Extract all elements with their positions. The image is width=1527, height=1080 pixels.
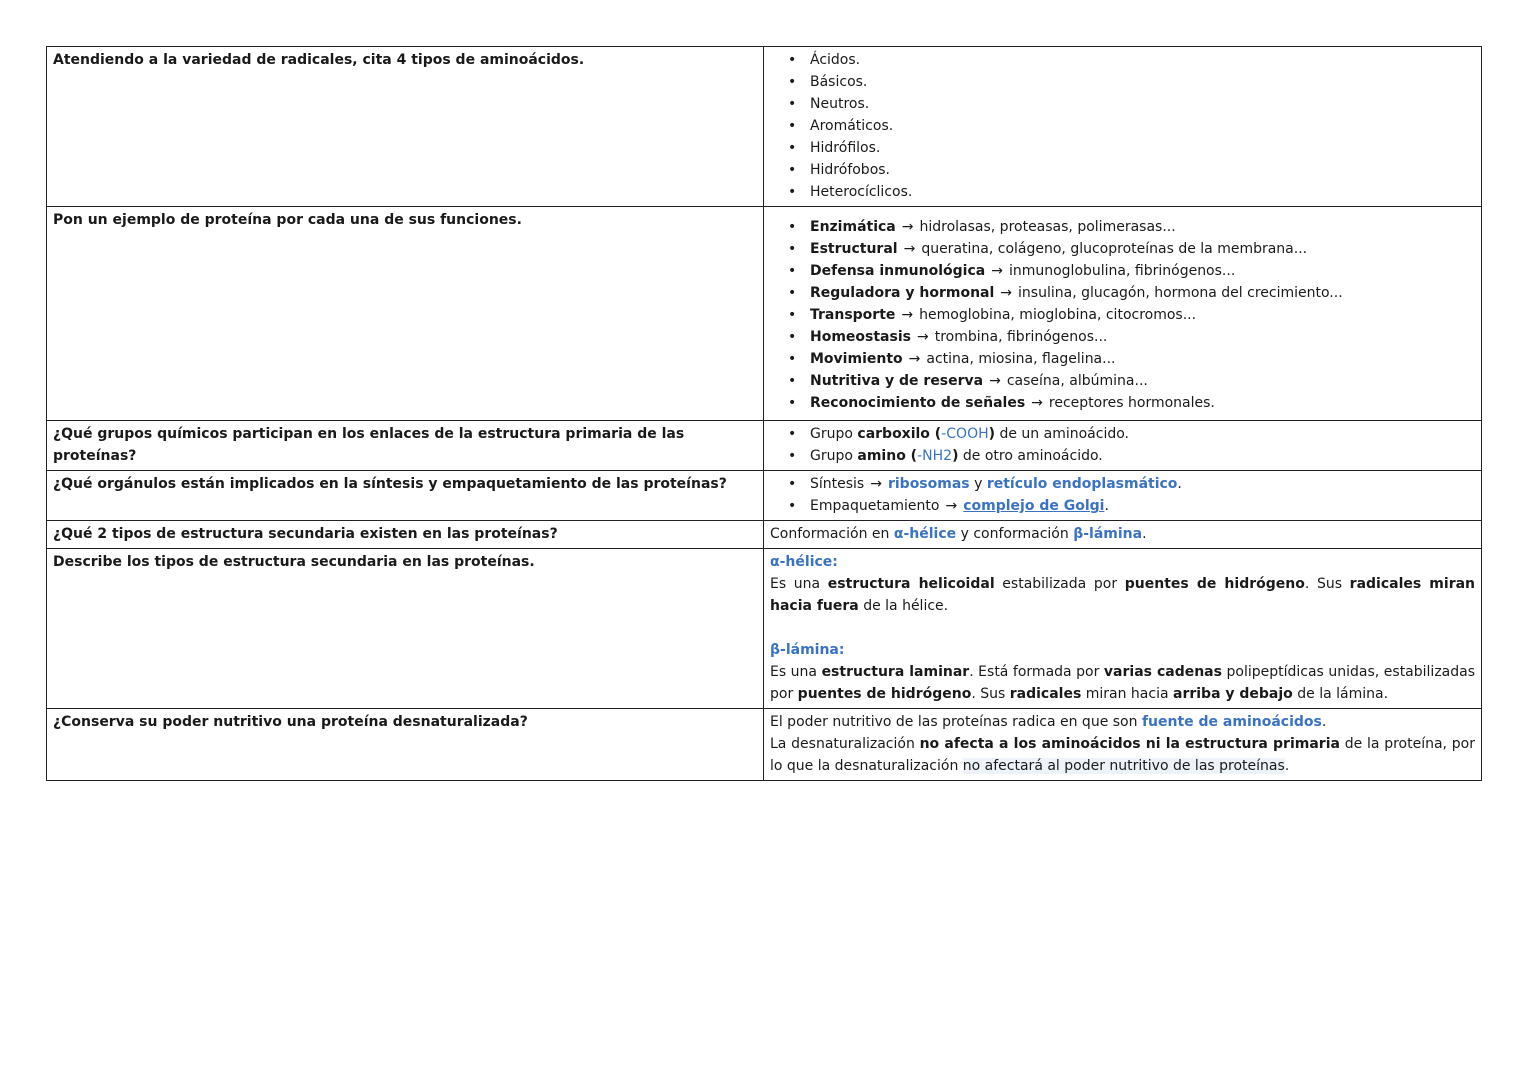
answer-cell — [764, 47, 1482, 207]
question-cell: ¿Conserva su poder nutritivo una proteína desnaturalizada? — [47, 709, 764, 781]
table-row — [47, 549, 1482, 709]
beta-sheet-heading: β-lámina: — [770, 642, 845, 658]
table-row — [47, 709, 1482, 781]
protein-functions-list — [770, 216, 1475, 414]
list-item: • Nutritiva y de reserva → caseína, albúmina... — [810, 370, 1475, 392]
list-item: • Empaquetamiento → complejo de Golgi. — [810, 495, 1475, 517]
beta-sheet-description: Es una estructura laminar. Está formada por varias cadenas polipeptídicas unidas, estabilizadas por puentes de hidrógeno. Sus radicales miran hacia arriba y debajo de la lámina. — [770, 664, 1476, 702]
list-item: • Hidrófilos. — [810, 137, 1475, 159]
formula-nh2: -NH2 — [917, 448, 953, 464]
answer-cell — [764, 471, 1482, 521]
question-cell: Pon un ejemplo de proteína por cada una de sus funciones. — [47, 207, 764, 421]
arrow-icon: → — [901, 219, 914, 235]
list-item: • Ácidos. — [810, 49, 1475, 71]
table-row — [47, 47, 1482, 207]
answer-cell — [764, 421, 1482, 471]
list-item: • Defensa inmunológica → inmunoglobulina, fibrinógenos... — [810, 260, 1475, 282]
formula-cooh: -COOH — [941, 426, 989, 442]
arrow-icon: → — [989, 373, 1001, 389]
arrow-icon: → — [870, 476, 882, 492]
table-row — [47, 207, 1482, 421]
list-item: • Transporte → hemoglobina, mioglobina, citocromos... — [810, 304, 1475, 326]
list-item: • Reguladora y hormonal → insulina, glucagón, hormona del crecimiento... — [810, 282, 1475, 304]
organelles-list — [770, 473, 1475, 517]
question-cell: Atendiendo a la variedad de radicales, cita 4 tipos de aminoácidos. — [47, 47, 764, 207]
alpha-helix-heading: α-hélice: — [770, 554, 838, 570]
table-row — [47, 471, 1482, 521]
question-cell: Describe los tipos de estructura secundaria en las proteínas. — [47, 549, 764, 709]
arrow-icon: → — [945, 498, 958, 514]
list-item: • Hidrófobos. — [810, 159, 1475, 181]
denaturation-line: La desnaturalización no afecta a los aminoácidos ni la estructura primaria de la proteína, por lo que la desnaturalización no afectará al poder nutritivo de las proteínas. — [770, 736, 1475, 774]
question-cell: ¿Qué grupos químicos participan en los enlaces de la estructura primaria de las proteínas? — [47, 421, 764, 471]
arrow-icon: → — [908, 351, 921, 367]
nutritive-power-line: El poder nutritivo de las proteínas radica en que son fuente de aminoácidos. — [770, 714, 1327, 730]
arrow-icon: → — [903, 241, 916, 257]
question-cell: ¿Qué orgánulos están implicados en la síntesis y empaquetamiento de las proteínas? — [47, 471, 764, 521]
arrow-icon: → — [916, 329, 929, 345]
alpha-helix-description: Es una estructura helicoidal estabilizada por puentes de hidrógeno. Sus radicales miran hacia fuera de la hélice. — [770, 576, 1476, 614]
list-item: • Síntesis → ribosomas y retículo endoplasmático. — [810, 473, 1475, 495]
table-row — [47, 421, 1482, 471]
list-item: • Movimiento → actina, miosina, flagelina... — [810, 348, 1475, 370]
list-item: • Aromáticos. — [810, 115, 1475, 137]
arrow-icon: → — [1031, 395, 1043, 411]
arrow-icon: → — [1000, 285, 1013, 301]
arrow-icon: → — [901, 307, 914, 323]
list-item: • Enzimática → hidrolasas, proteasas, polimerasas... — [810, 216, 1475, 238]
list-item: • Reconocimiento de señales → receptores hormonales. — [810, 392, 1475, 414]
qa-table — [46, 46, 1482, 781]
list-item: • Básicos. — [810, 71, 1475, 93]
question-cell: ¿Qué 2 tipos de estructura secundaria existen en las proteínas? — [47, 521, 764, 549]
list-item: • Grupo amino (-NH2) de otro aminoácido. — [810, 445, 1475, 467]
answer-cell — [764, 207, 1482, 421]
list-item: • Neutros. — [810, 93, 1475, 115]
list-item: • Homeostasis → trombina, fibrinógenos... — [810, 326, 1475, 348]
answer-cell: Conformación en α-hélice y conformación β-lámina. — [764, 521, 1482, 549]
list-item: • Heterocíclicos. — [810, 181, 1475, 203]
list-item: • Grupo carboxilo (-COOH) de un aminoácido. — [810, 423, 1475, 445]
table-row — [47, 521, 1482, 549]
answer-cell — [764, 709, 1482, 781]
list-item: • Estructural → queratina, colágeno, glucoproteínas de la membrana... — [810, 238, 1475, 260]
amino-acid-types-list — [770, 49, 1475, 203]
arrow-icon: → — [991, 263, 1003, 279]
chemical-groups-list — [770, 423, 1475, 467]
highlighted-text: no afectará al poder nutritivo de las proteínas — [962, 758, 1285, 774]
answer-cell — [764, 549, 1482, 709]
